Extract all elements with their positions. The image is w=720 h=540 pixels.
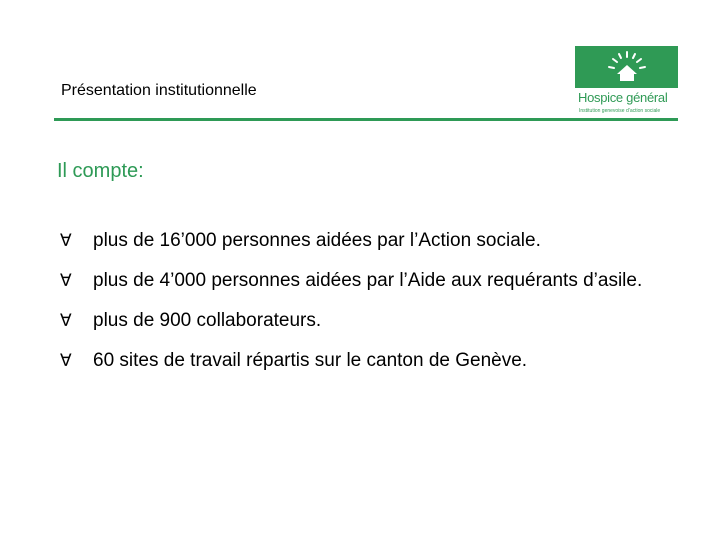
bullet-icon: ∀ bbox=[60, 271, 72, 291]
list-item bbox=[60, 348, 700, 374]
logo bbox=[575, 46, 678, 118]
header-title: Présentation institutionnelle bbox=[61, 82, 257, 99]
list-item bbox=[60, 228, 700, 254]
logo-mark bbox=[575, 46, 678, 88]
list-item bbox=[60, 308, 700, 334]
header-rule bbox=[54, 118, 678, 121]
bullet-icon: ∀ bbox=[60, 231, 72, 251]
bullet-icon: ∀ bbox=[60, 311, 72, 331]
bullet-text: plus de 900 collaborateurs. bbox=[93, 310, 322, 331]
intro-heading: Il compte: bbox=[57, 160, 144, 182]
bullet-text: plus de 4’000 personnes aidées par l’Aide aux requérants d’asile. bbox=[93, 270, 643, 291]
logo-name: Hospice général bbox=[578, 90, 668, 105]
list-item bbox=[60, 268, 700, 294]
house-sun-icon bbox=[575, 46, 678, 88]
bullet-text: plus de 16’000 personnes aidées par l’Action sociale. bbox=[93, 230, 541, 251]
bullet-icon: ∀ bbox=[60, 351, 72, 371]
bullet-text: 60 sites de travail répartis sur le canton de Genève. bbox=[93, 350, 528, 371]
bullet-list bbox=[60, 228, 700, 388]
logo-tagline: Institution genevoise d’action sociale bbox=[579, 108, 661, 114]
